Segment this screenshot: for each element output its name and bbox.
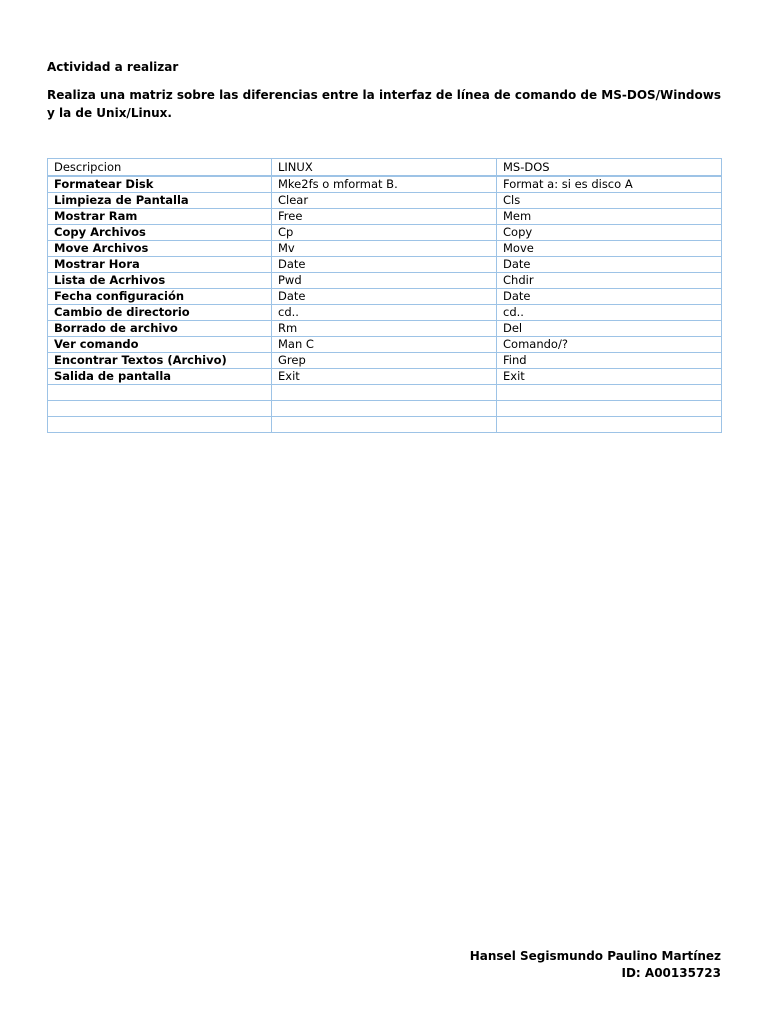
cell-linux [272,385,497,401]
cell-descripcion: Mostrar Hora [48,257,272,273]
table-row [48,257,722,273]
table-row [48,209,722,225]
table-row [48,289,722,305]
table-row [48,337,722,353]
cell-descripcion: Copy Archivos [48,225,272,241]
cell-linux: Exit [272,369,497,385]
cell-msdos: Cls [497,193,722,209]
cell-msdos: Move [497,241,722,257]
header-linux: LINUX [272,159,497,177]
author-id: ID: A00135723 [621,966,721,980]
cell-descripcion [48,401,272,417]
table-row [48,241,722,257]
table-row [48,321,722,337]
cell-msdos: Comando/? [497,337,722,353]
cell-descripcion: Move Archivos [48,241,272,257]
cell-linux [272,401,497,417]
cell-descripcion: Formatear Disk [48,176,272,193]
author-name: Hansel Segismundo Paulino Martínez [469,949,721,963]
table-row-empty [48,385,722,401]
table-row [48,193,722,209]
cell-msdos: Chdir [497,273,722,289]
cell-msdos [497,401,722,417]
instructions-text: Realiza una matriz sobre las diferencias entre la interfaz de línea de comando de MS-DOS/Windows y la de Unix/Linux. [47,88,721,120]
table-row [48,305,722,321]
cell-descripcion: Borrado de archivo [48,321,272,337]
cell-descripcion: Encontrar Textos (Archivo) [48,353,272,369]
cell-descripcion: Cambio de directorio [48,305,272,321]
cell-linux: Free [272,209,497,225]
table-header-row [48,159,722,177]
cell-linux: Date [272,289,497,305]
activity-heading: Actividad a realizar [47,60,179,74]
cell-msdos: Date [497,257,722,273]
cell-linux: Mv [272,241,497,257]
cell-descripcion: Mostrar Ram [48,209,272,225]
cell-msdos: Format a: si es disco A [497,176,722,193]
cell-linux: Cp [272,225,497,241]
table-row [48,369,722,385]
cell-msdos: cd.. [497,305,722,321]
table-row [48,176,722,193]
cell-descripcion: Salida de pantalla [48,369,272,385]
header-msdos: MS-DOS [497,159,722,177]
cell-linux: Date [272,257,497,273]
table-row-empty [48,417,722,433]
author-block [470,948,721,982]
cell-linux: Mke2fs o mformat B. [272,176,497,193]
comparison-matrix [47,158,722,433]
cell-msdos [497,417,722,433]
cell-msdos: Date [497,289,722,305]
cell-linux: Man C [272,337,497,353]
cell-descripcion: Limpieza de Pantalla [48,193,272,209]
cell-linux: Rm [272,321,497,337]
cell-msdos: Mem [497,209,722,225]
cell-descripcion [48,417,272,433]
cell-descripcion: Lista de Acrhivos [48,273,272,289]
cell-linux: cd.. [272,305,497,321]
cell-linux: Clear [272,193,497,209]
cell-descripcion: Ver comando [48,337,272,353]
cell-linux [272,417,497,433]
cell-msdos: Find [497,353,722,369]
cell-descripcion [48,385,272,401]
table-row [48,225,722,241]
cell-msdos: Exit [497,369,722,385]
cell-descripcion: Fecha configuración [48,289,272,305]
table-row-empty [48,401,722,417]
cell-msdos [497,385,722,401]
cell-msdos: Copy [497,225,722,241]
header-descripcion: Descripcion [48,159,272,177]
cell-msdos: Del [497,321,722,337]
cell-linux: Pwd [272,273,497,289]
table-row [48,353,722,369]
cell-linux: Grep [272,353,497,369]
table-row [48,273,722,289]
